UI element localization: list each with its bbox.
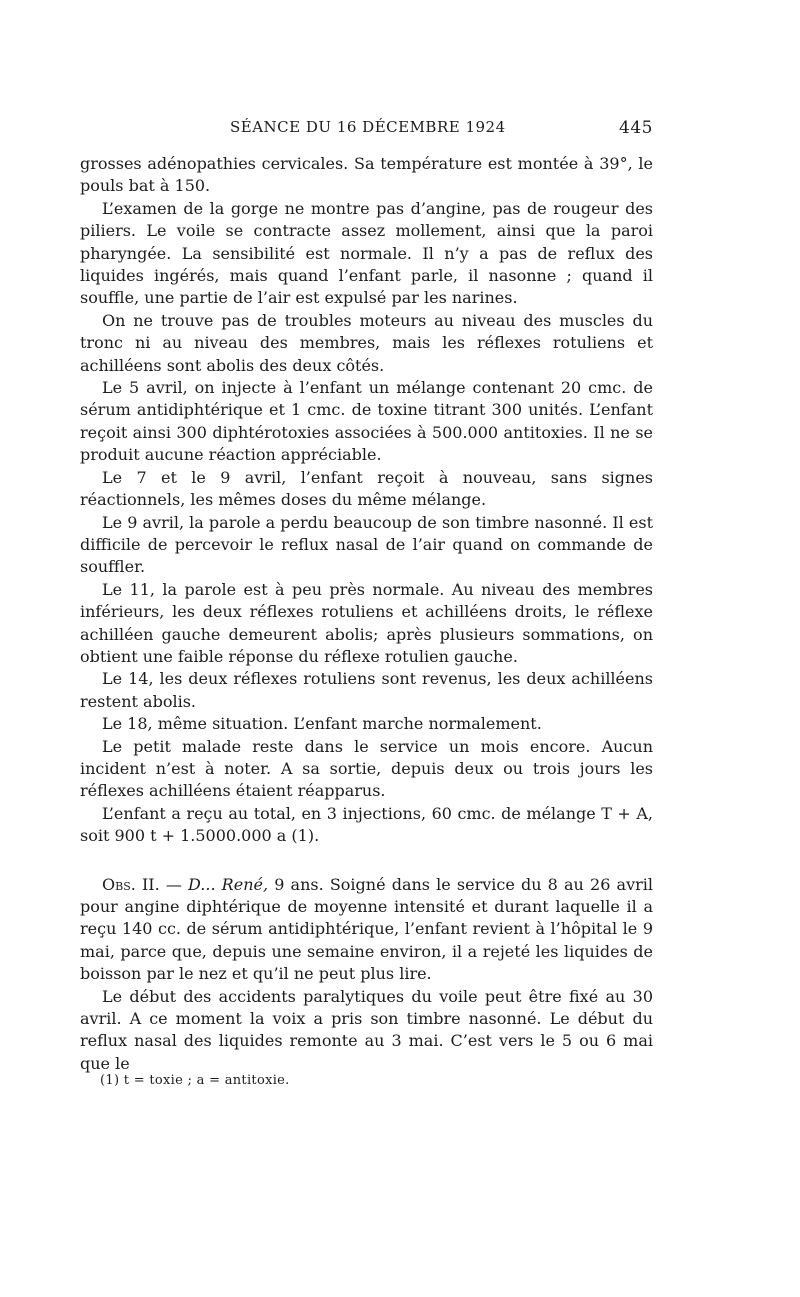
paragraph: grosses adénopathies cervicales. Sa température est montée à 39°, le pouls bat à 150. (80, 154, 653, 196)
observation-paragraph (80, 874, 653, 986)
patient-name: D... René, (188, 874, 269, 894)
paragraph: Le 7 et le 9 avril, l’enfant reçoit à nouveau, sans signes réactionnels, les mêmes doses du même mélange. (80, 467, 653, 510)
section-gap (80, 848, 653, 874)
paragraph: Le 11, la parole est à peu près normale. Au niveau des membres inférieurs, les deux réflexes rotuliens et achilléens droits, le réflexe achilléen gauche demeurent abolis; après plusieurs sommations, on obtient une faible réponse du réflexe rotulien gauche. (80, 579, 653, 666)
paragraph: Le petit malade reste dans le service un mois encore. Aucun incident n’est à noter. A sa sortie, depuis deux ou trois jours les réflexes achilléens étaient réapparus. (80, 736, 653, 801)
footnote: (1) t = toxie ; a = antitoxie. (100, 1073, 290, 1088)
paragraph: Le 9 avril, la parole a perdu beaucoup de son timbre nasonné. Il est difficile de percevoir le reflux nasal de l’air quand on commande de souffler. (80, 512, 653, 577)
session-title: SÉANCE DU 16 DÉCEMBRE 1924 (230, 118, 506, 136)
paragraph: On ne trouve pas de troubles moteurs au niveau des muscles du tronc ni au niveau des membres, mais les réflexes rotuliens et achilléens sont abolis des deux côtés. (80, 310, 653, 375)
page-number: 445 (619, 118, 653, 138)
observation-label: Obs. II. (102, 874, 160, 894)
observation-dash: — (159, 874, 189, 894)
paragraph: Le 14, les deux réflexes rotuliens sont revenus, les deux achilléens restent abolis. (80, 669, 653, 711)
observation-text: 9 ans. Soigné dans le service du 8 au 26 avril pour angine diphtérique de moyenne intensité et durant laquelle il a reçu 140 cc. de sérum antidiphtérique, l’enfant revient à l’hôpital le 9 mai, parce que, depuis une semaine environ, il a rejeté les liquides de boisson par le nez et qu’il ne peut plus lire. (80, 874, 653, 984)
paragraph: L’examen de la gorge ne montre pas d’angine, pas de rougeur des piliers. Le voile se contracte assez mollement, ainsi que la paroi pharyngée. La sensibilité est normale. Il n’y a pas de reflux des liquides ingérés, mais quand l’enfant parle, il nasonne ; quand il souffle, une partie de l’air est expulsé par les narines. (80, 198, 653, 308)
body-text (80, 153, 653, 1075)
paragraph: Le début des accidents paralytiques du voile peut être fixé au 30 avril. A ce moment la voix a pris son timbre nasonné. Le début du reflux nasal des liquides remonte au 3 mai. C’est vers le 5 ou 6 mai que le (80, 986, 653, 1073)
paragraph: L’enfant a reçu au total, en 3 injections, 60 cmc. de mélange T + A, soit 900 t + 1.5000.000 a (1). (80, 803, 653, 846)
paragraph: Le 18, même situation. L’enfant marche normalement. (102, 714, 542, 734)
paragraph: Le 5 avril, on injecte à l’enfant un mélange contenant 20 cmc. de sérum antidiphtérique et 1 cmc. de toxine titrant 300 unités. L’enfant reçoit ainsi 300 diphtérotoxies associées à 500.000 antitoxies. Il ne se produit aucune réaction appréciable. (80, 378, 653, 465)
